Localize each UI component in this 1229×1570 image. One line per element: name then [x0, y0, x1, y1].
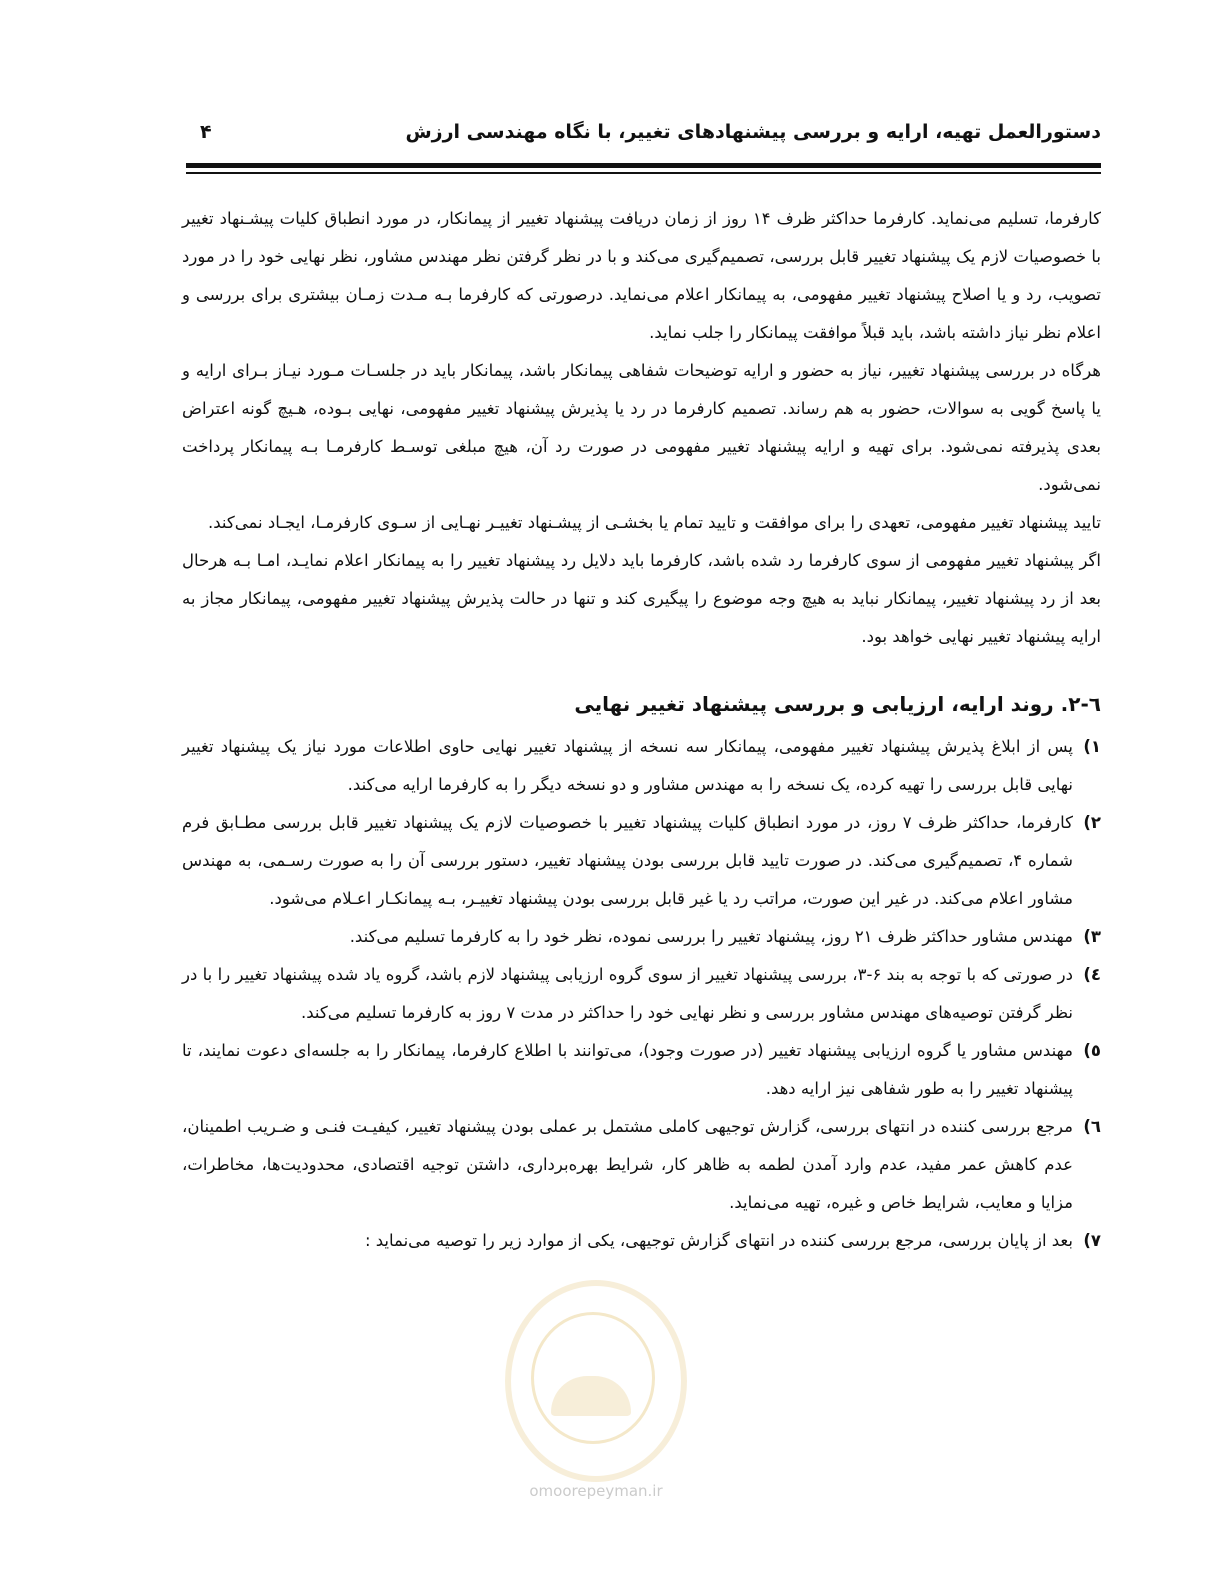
item-text: مهندس مشاور حداکثر ظرف ۲۱ روز، پیشنهاد تغییر را بررسی نموده، نظر خود را به کارفرما تسلیم می‌کند. — [349, 927, 1073, 946]
item-number: ٢) — [1083, 813, 1101, 832]
item-number: ١) — [1083, 737, 1101, 756]
list-item — [182, 1108, 1101, 1222]
item-number: ٥) — [1083, 1041, 1101, 1060]
header-title: دستورالعمل تهیه، ارایه و بررسی پیشنهادهای تغییر، با نگاه مهندسی ارزش — [405, 121, 1101, 143]
numbered-list — [182, 728, 1101, 1260]
item-text: در صورتی که با توجه به بند ۶-۳، بررسی پیشنهاد تغییر از سوی گروه ارزیابی پیشنهاد لازم باشد، گروه یاد شده پیشنهاد تغییر را با در نظر گرفتن توصیه‌های مهندس مشاور بررسی و نظر نهایی خود را حداکثر در مدت ۷ روز به کارفرما تسلیم می‌کند. — [182, 965, 1074, 1022]
item-number: ٣) — [1083, 927, 1101, 946]
paragraph: اگر پیشنهاد تغییر مفهومی از سوی کارفرما رد شده باشد، کارفرما باید دلایل رد پیشنهاد تغییر را به پیمانکار اعلام نمایـد، امـا بـه هرحال بعد از رد پیشنهاد تغییر، پیمانکار نباید به هیچ وجه موضوع را پیگیری کند و تنها در حالت پذیرش پیشنهاد تغییر مفهومی، پیمانکار مجاز به ارایه پیشنهاد تغییر نهایی خواهد بود. — [182, 551, 1101, 646]
list-item — [182, 728, 1101, 804]
paragraph: هرگاه در بررسی پیشنهاد تغییر، نیاز به حضور و ارایه توضیحات شفاهی پیمانکار باشد، پیمانکار باید در جلسـات مـورد نیـاز بـرای ارایه و یا پاسخ گویی به سوالات، حضور به هم رساند. تصمیم کارفرما در رد یا پذیرش پیشنهاد تغییر مفهومی، نهایی بـوده، هـیچ گونه اعتراض بعدی پذیرفته نمی‌شود. برای تهیه و ارایه پیشنهاد تغییر مفهومی در صورت رد آن، هیچ مبلغی توسـط کارفرمـا بـه پیمانکار پرداخت نمی‌شود. — [182, 361, 1101, 494]
list-item — [182, 918, 1101, 956]
item-number: ٧) — [1083, 1231, 1101, 1250]
page-header — [200, 112, 1101, 152]
header-rule-thick — [186, 163, 1101, 168]
watermark-ring — [531, 1312, 655, 1444]
list-item — [182, 1222, 1101, 1260]
item-number: ٦) — [1083, 1117, 1101, 1136]
paragraph: کارفرما، تسلیم می‌نماید. کارفرما حداکثر ظرف ۱۴ روز از زمان دریافت پیشنهاد تغییر از پیمانکار، در مورد انطباق کلیات پیشـنهاد تغییر با خصوصیات لازم یک پیشنهاد تغییر قابل بررسی، تصمیم‌گیری می‌کند و با در نظر گرفتن نظر مهندس مشاور، نظر نهایی خود را در مورد تصویب، رد و یا اصلاح پیشنهاد تغییر مفهومی، به پیمانکار اعلام می‌نماید. درصورتی که کارفرما بـه مـدت زمـان بیشتری برای بررسی و اعلام نظر نیاز داشته باشد، باید قبلاً موافقت پیمانکار را جلب نماید. — [182, 209, 1101, 342]
watermark-text: omoorepeyman.ir — [529, 1482, 663, 1500]
page-number: ۴ — [200, 121, 212, 143]
list-item — [182, 1032, 1101, 1108]
list-item — [182, 956, 1101, 1032]
watermark-seal-icon — [505, 1280, 687, 1500]
item-number: ٤) — [1083, 965, 1101, 984]
paragraph: تایید پیشنهاد تغییر مفهومی، تعهدی را برای موافقت و تایید تمام یا بخشـی از پیشـنهاد تغییـر نهـایی از سـوی کارفرمـا، ایجـاد نمی‌کند. — [208, 513, 1101, 532]
item-text: مرجع بررسی کننده در انتهای بررسی، گزارش توجیهی کاملی مشتمل بر عملی بودن پیشنهاد تغییر، کیفیـت فنـی و ضـریب اطمینان، عدم کاهش عمر مفید، عدم وارد آمدن لطمه به ظاهر کار، شرایط بهره‌برداری، داشتن توجیه اقتصادی، محدودیت‌ها، مخاطرات، مزایا و معایب، شرایط خاص و غیره، تهیه می‌نماید. — [182, 1117, 1073, 1212]
item-text: کارفرما، حداکثر ظرف ۷ روز، در مورد انطباق کلیات پیشنهاد تغییر با خصوصیات لازم یک پیشنهاد تغییر قابل بررسی مطـابق فرم شماره ۴، تصمیم‌گیری می‌کند. در صورت تایید قابل بررسی بودن پیشنهاد تغییر، دستور بررسی آن را به صورت رسـمی، به مهندس مشاور اعلام می‌کند. در غیر این صورت، مراتب رد یا غیر قابل بررسی بودن پیشنهاد تغییـر، بـه پیمانکـار اعـلام می‌شود. — [182, 813, 1073, 908]
section-heading: ٦-٢. روند ارایه، ارزیابی و بررسی پیشنهاد تغییر نهایی — [574, 692, 1101, 716]
document-body — [182, 200, 1101, 1260]
list-item — [182, 804, 1101, 918]
item-text: مهندس مشاور یا گروه ارزیابی پیشنهاد تغییر (در صورت وجود)، می‌توانند با اطلاع کارفرما، پیمانکار را به جلسه‌ای دعوت نمایند، تا پیشنهاد تغییر را به طور شفاهی نیز ارایه دهد. — [182, 1041, 1073, 1098]
gear-icon — [551, 1376, 631, 1416]
item-text: پس از ابلاغ پذیرش پیشنهاد تغییر مفهومی، پیمانکار سه نسخه از پیشنهاد تغییر نهایی حاوی اطلاعات مورد نیاز یک پیشنهاد تغییر نهایی قابل بررسی را تهیه کرده، یک نسخه را به مهندس مشاور و دو نسخه دیگر را به کارفرما ارایه می‌کند. — [182, 737, 1073, 794]
header-rule-thin — [186, 172, 1101, 174]
item-text: بعد از پایان بررسی، مرجع بررسی کننده در انتهای گزارش توجیهی، یکی از موارد زیر را توصیه می‌نماید : — [364, 1231, 1073, 1250]
